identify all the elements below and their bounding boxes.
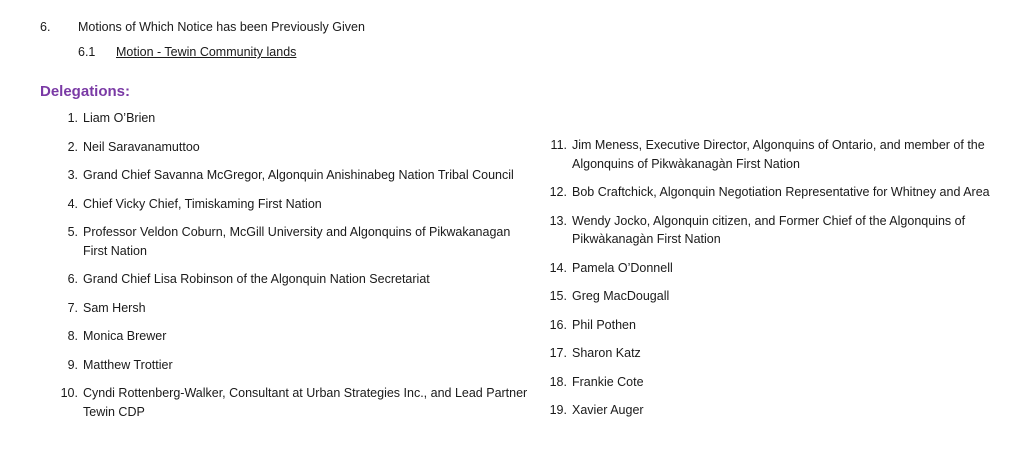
delegations-list-left: [54, 109, 532, 431]
item-number: 18.: [549, 374, 567, 389]
item-text: Greg MacDougall: [572, 289, 670, 303]
item-number: 14.: [549, 260, 567, 275]
motion-link[interactable]: Motion - Tewin Community lands: [116, 45, 297, 59]
item-number: 7.: [67, 300, 78, 315]
item-number: 3.: [67, 168, 78, 182]
list-item: [54, 223, 532, 260]
item-text: Wendy Jocko, Algonquin citizen, and Former Chief of the Algonquins of Pikwàkanagàn First Nation: [572, 213, 966, 246]
delegations-heading: Delegations:: [40, 83, 131, 100]
delegations-list-right: [543, 136, 993, 430]
list-item: [543, 373, 993, 392]
list-item: [54, 138, 532, 157]
item-text: Chief Vicky Chief, Timiskaming First Nation: [83, 196, 322, 211]
list-item: [54, 384, 532, 421]
list-item: [543, 183, 993, 202]
item-text: Matthew Trottier: [83, 357, 173, 372]
section-number: 6.: [40, 20, 51, 34]
list-item: [543, 287, 993, 306]
item-text: Pamela O’Donnell: [572, 260, 673, 275]
list-item: [54, 270, 532, 289]
item-text: Phil Pothen: [572, 317, 636, 332]
item-number: 9.: [67, 357, 78, 372]
subsection-number: 6.1: [78, 45, 96, 59]
item-text: Cyndi Rottenberg-Walker, Consultant at Urban Strategies Inc., and Lead Partner Tewin CDP: [83, 386, 528, 419]
item-number: 16.: [549, 317, 567, 332]
item-text: Professor Veldon Coburn, McGill University and Algonquins of Pikwakanagan First Nation: [83, 225, 511, 258]
item-number: 13.: [549, 213, 567, 228]
list-item: [543, 401, 993, 420]
list-item: [543, 344, 993, 363]
item-number: 15.: [549, 289, 567, 303]
item-text: Neil Saravanamuttoo: [83, 139, 200, 154]
item-number: 19.: [549, 403, 567, 417]
list-item: [543, 212, 993, 249]
item-number: 1.: [67, 111, 78, 125]
list-item: [543, 136, 993, 173]
item-number: 4.: [67, 196, 78, 211]
list-item: [54, 356, 532, 375]
item-number: 10.: [60, 386, 78, 400]
item-number: 17.: [549, 346, 567, 360]
item-number: 2.: [67, 139, 78, 154]
section-title: Motions of Which Notice has been Previously Given: [78, 20, 365, 34]
item-text: Bob Craftchick, Algonquin Negotiation Representative for Whitney and Area: [572, 185, 990, 199]
list-item: [54, 327, 532, 346]
list-item: [54, 299, 532, 318]
list-item: [543, 316, 993, 335]
item-text: Frankie Cote: [572, 374, 644, 389]
item-text: Jim Meness, Executive Director, Algonquins of Ontario, and member of the Algonquins of Pikwàkanagàn First Nation: [572, 138, 985, 171]
item-text: Sharon Katz: [572, 346, 641, 360]
item-number: 5.: [67, 225, 78, 239]
item-text: Liam O’Brien: [83, 111, 156, 125]
item-number: 11.: [550, 138, 567, 152]
list-item: [543, 259, 993, 278]
item-number: 8.: [67, 329, 78, 343]
item-text: Grand Chief Savanna McGregor, Algonquin Anishinabeg Nation Tribal Council: [83, 168, 514, 182]
item-text: Monica Brewer: [83, 329, 167, 343]
item-text: Sam Hersh: [83, 300, 146, 315]
item-text: Xavier Auger: [572, 403, 644, 417]
item-number: 6.: [67, 272, 78, 286]
list-item: [54, 195, 532, 214]
item-text: Grand Chief Lisa Robinson of the Algonquin Nation Secretariat: [83, 272, 430, 286]
list-item: [54, 109, 532, 128]
item-number: 12.: [549, 185, 567, 199]
list-item: [54, 166, 532, 185]
